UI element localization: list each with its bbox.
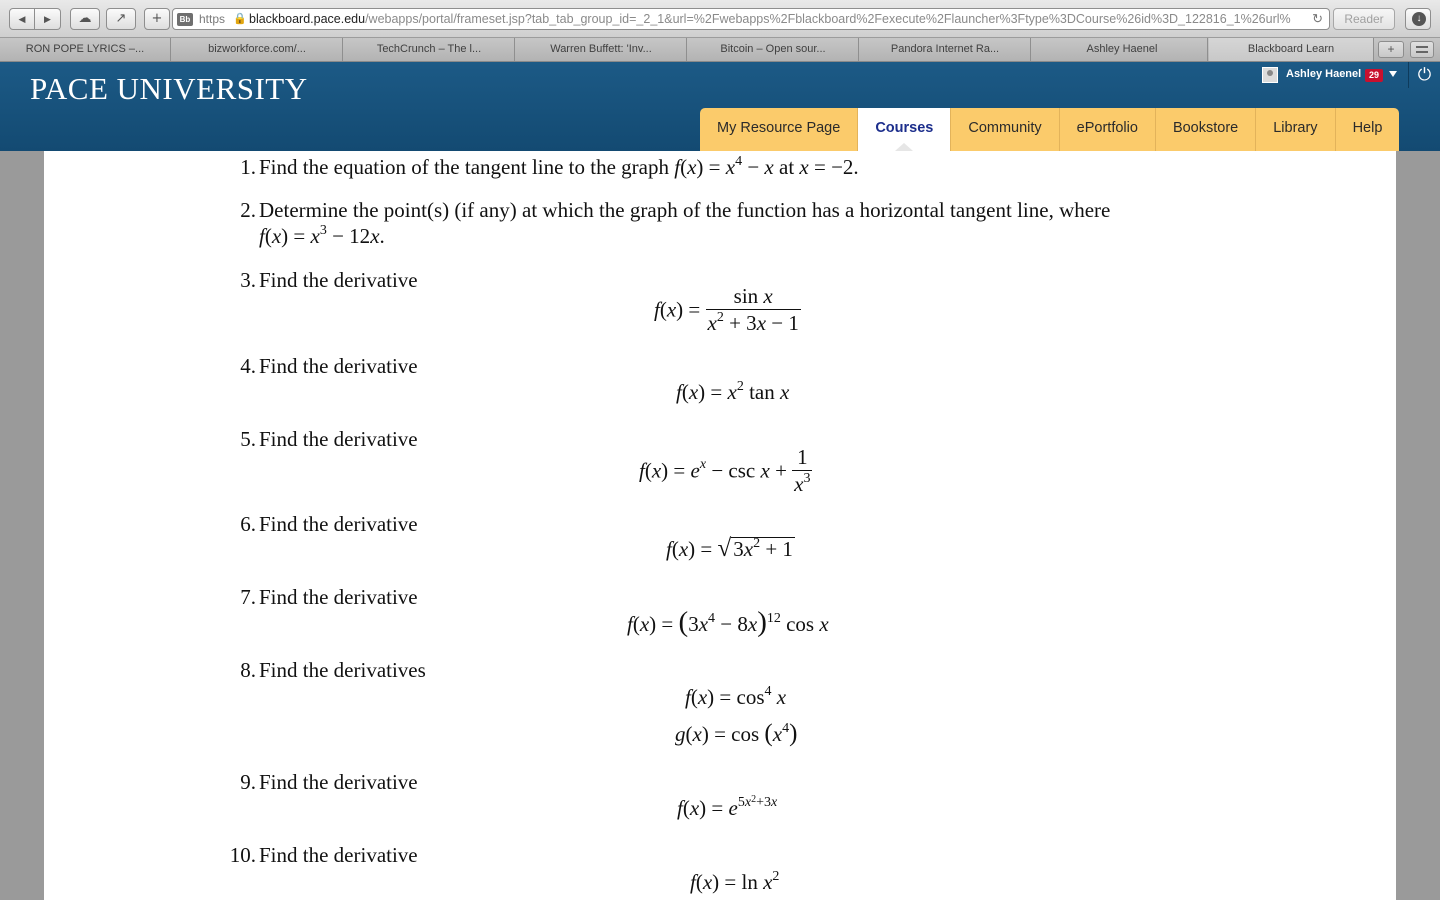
question-prompt: Find the derivative [259, 512, 418, 536]
question-number: 1. [240, 155, 256, 179]
notification-badge: 29 [1365, 69, 1383, 82]
power-icon: ⏻ [1417, 65, 1432, 84]
reload-icon[interactable]: ↻ [1312, 11, 1323, 26]
url-text [249, 9, 1291, 29]
tab-overview-button[interactable] [1410, 41, 1434, 58]
fraction: $\frac{\text{sin x}}{x^2 + 3x - 1}$ [706, 283, 801, 340]
equation: $f(x) = x^3 - 12x$. [259, 223, 385, 248]
question-text [259, 154, 859, 184]
back-button[interactable] [9, 8, 35, 30]
share-button[interactable] [106, 8, 136, 30]
equation: $f(x) = e^{5x^2+3x}$ [677, 794, 778, 820]
lock-icon: 🔒 [233, 13, 247, 25]
browser-tab[interactable]: Ashley Haenel [1037, 38, 1208, 61]
equation: $f(x) = x^4 - x$ at x = −2. [674, 154, 859, 179]
question-prompt: Find the derivative [259, 354, 418, 378]
menu-line-icon [1416, 46, 1428, 48]
question-number: 5. [240, 427, 256, 451]
browser-tab[interactable]: Pandora Internet Ra... [860, 38, 1031, 61]
browser-tab[interactable]: TechCrunch – The l... [344, 38, 515, 61]
add-bookmark-button[interactable] [144, 8, 170, 30]
url-protocol: https [199, 12, 226, 26]
main-nav [700, 108, 1399, 151]
url-host: blackboard.pace.edu [249, 12, 366, 26]
address-bar[interactable] [172, 8, 1330, 30]
cloud-icon: ☁ [78, 11, 92, 26]
question-prompt: Find the derivative [259, 843, 418, 867]
url-path: /webapps/portal/frameset.jsp?tab_tab_group_id=_2_1&url=%2Fwebapps%2Fblackboard%2Fexecute%2Flauncher%3Ftype%3DCourse%26id%3D_122816_1%26url% [365, 12, 1291, 26]
tab-help[interactable]: Help [1336, 108, 1400, 151]
browser-toolbar [0, 0, 1440, 38]
tab-courses[interactable]: Courses [858, 108, 951, 151]
equation: $f(x) = √3x^2 + 1$ [666, 535, 793, 562]
question-prompt: Find the derivative [259, 427, 418, 451]
logout-button[interactable] [1408, 62, 1440, 88]
share-icon: ↗ [115, 11, 127, 26]
equation: $g(x) = \cos (x^4)$ [675, 720, 798, 747]
tab-library[interactable]: Library [1256, 108, 1335, 151]
user-name: Ashley Haenel [1286, 68, 1362, 80]
university-logo[interactable]: PACE UNIVERSITY [30, 71, 308, 106]
avatar [1262, 67, 1278, 83]
question-number: 3. [240, 268, 256, 292]
tab-bookstore[interactable]: Bookstore [1156, 108, 1256, 151]
question-prompt: Find the equation of the tangent line to the graph [259, 155, 669, 179]
fraction: $\frac{1}{x^3}$ [792, 444, 812, 501]
question-number: 7. [240, 585, 256, 609]
back-arrow-icon: ◀ [18, 15, 26, 25]
question-prompt: Determine the point(s) (if any) at which the graph of the function has a horizontal tangent line, where [259, 198, 1111, 222]
question-text [259, 197, 1249, 253]
course-document [44, 151, 1396, 900]
question-number: 9. [240, 770, 256, 794]
tab-community[interactable]: Community [951, 108, 1059, 151]
question-number: 2. [240, 198, 256, 222]
question-number: 10. [229, 843, 256, 867]
menu-line-icon [1416, 51, 1428, 53]
download-icon: ↓ [1412, 12, 1426, 26]
question-number: 8. [240, 658, 256, 682]
plus-icon: + [151, 11, 163, 26]
equation: $f(x) = x^2$ tan x [676, 379, 790, 404]
equation: $f(x) = (3x^4 - 8x)^{12}$ cos x [627, 606, 829, 638]
new-tab-button[interactable]: + [1378, 41, 1404, 58]
question-prompt: Find the derivative [259, 268, 418, 292]
equation: $f(x) = \cos^4 x$ [685, 684, 787, 709]
downloads-button[interactable] [1405, 8, 1431, 30]
site-favicon-icon: Bb [177, 13, 193, 26]
equation: $f(x) = \ln x^2$ [690, 869, 780, 894]
browser-tab[interactable]: bizworkforce.com/... [172, 38, 343, 61]
question-number: 6. [240, 512, 256, 536]
tab-my-resource-page[interactable]: My Resource Page [700, 108, 858, 151]
tab-bar [0, 38, 1440, 62]
icloud-tabs-button[interactable] [70, 8, 100, 30]
tab-eportfolio[interactable]: ePortfolio [1060, 108, 1156, 151]
equation: f(x) = $\frac{\text{sin x}}{x^2 + 3x - 1}$ [654, 283, 801, 340]
question-prompt: Find the derivatives [259, 658, 426, 682]
browser-tab[interactable]: RON POPE LYRICS –... [0, 38, 171, 61]
browser-tab[interactable]: Bitcoin – Open sour... [688, 38, 859, 61]
reader-button[interactable]: Reader [1333, 8, 1395, 30]
question-number: 4. [240, 354, 256, 378]
browser-tab[interactable]: Warren Buffett: 'Inv... [516, 38, 687, 61]
forward-arrow-icon: ▶ [44, 15, 51, 25]
chevron-down-icon [1389, 71, 1397, 77]
browser-tab-active[interactable]: Blackboard Learn [1209, 38, 1374, 61]
question-prompt: Find the derivative [259, 770, 418, 794]
forward-button[interactable] [35, 8, 61, 30]
question-prompt: Find the derivative [259, 585, 418, 609]
equation: $f(x) = e^x - \csc x$ + $\frac{1}{x^3}$ [639, 444, 812, 501]
